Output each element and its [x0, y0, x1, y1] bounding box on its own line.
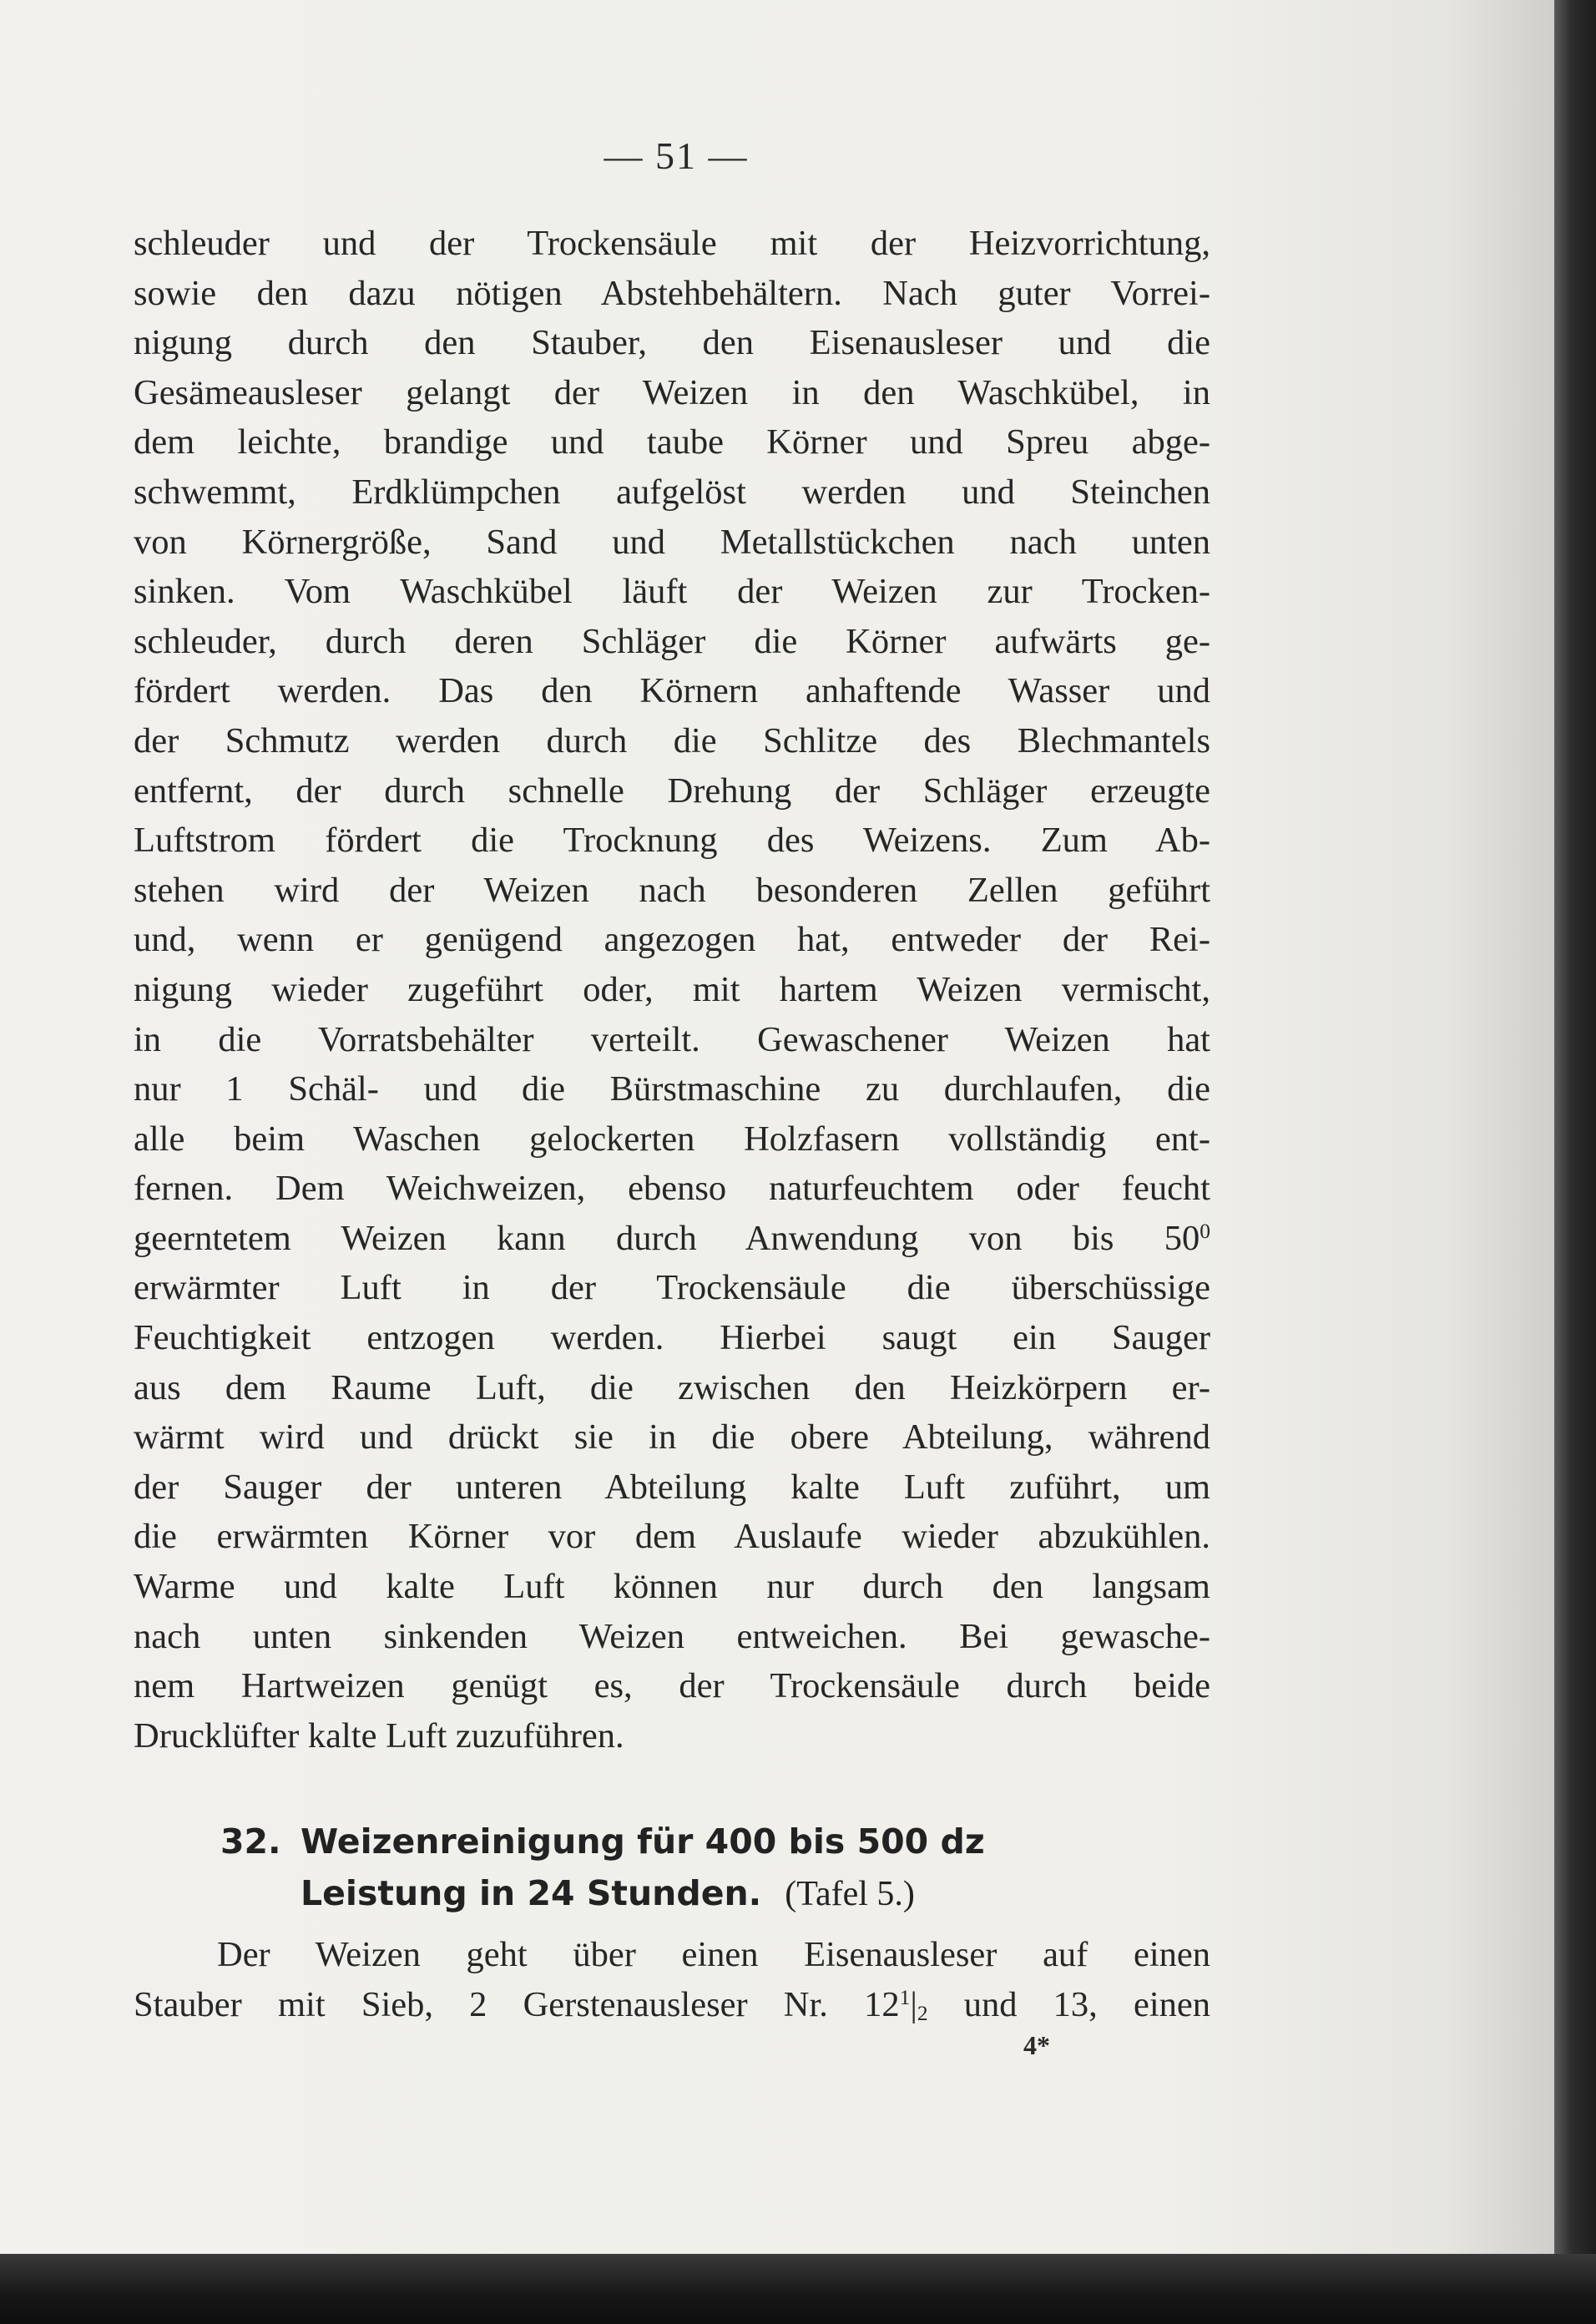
text-line: Der Weizen geht über einen Eisenausleser auf einen: [217, 1935, 1210, 1975]
text-line-degree: [134, 1214, 1210, 1264]
text-line-body: geerntetem Weizen kann durch Anwendung von bis 50: [134, 1218, 1200, 1258]
text-line: die erwärmten Körner vor dem Auslaufe wieder abzukühlen.: [134, 1517, 1210, 1557]
section-title-line1: Weizenreinigung für 400 bis 500 dz: [301, 1821, 985, 1862]
text-line: der Sauger der unteren Abteilung kalte Luft zuführt, um: [134, 1467, 1210, 1507]
paragraph-washing-process: [134, 219, 1210, 1761]
section-number: 32.: [220, 1821, 281, 1862]
text-line: stehen wird der Weizen nach besonderen Zellen geführt: [134, 870, 1210, 910]
text-line: schleuder und der Trockensäule mit der Heizvorrichtung,: [134, 224, 1210, 263]
text-line: entfernt, der durch schnelle Drehung der Schläger erzeugte: [134, 770, 1210, 811]
fraction-numerator: 1: [899, 1984, 911, 2009]
text-line: nem Hartweizen genügt es, der Trockensäule durch beide: [134, 1666, 1210, 1706]
text-line: schwemmt, Erdklümpchen aufgelöst werden und Steinchen: [134, 472, 1210, 512]
text-line: der Schmutz werden durch die Schlitze des Blechmantels: [134, 720, 1210, 760]
text-line: wärmt wird und drückt sie in die obere Abteilung, während: [134, 1417, 1210, 1458]
section-heading-line1: [134, 1816, 1210, 1867]
text-line: alle beim Waschen gelockerten Holzfasern vollständig ent-: [134, 1119, 1210, 1159]
text-line: in die Vorratsbehälter verteilt. Gewaschener Weizen hat: [134, 1019, 1210, 1059]
text-line: nigung wieder zugeführt oder, mit hartem Weizen vermischt,: [134, 969, 1210, 1009]
page-edge-shadow: [1554, 0, 1596, 2324]
text-line: Luftstrom fördert die Trocknung des Weizens. Zum Ab-: [134, 821, 1210, 861]
plate-reference: (Tafel 5.): [785, 1875, 915, 1914]
text-line: aus dem Raume Luft, die zwischen den Heizkörpern er-: [134, 1367, 1210, 1407]
text-line: erwärmter Luft in der Trockensäule die überschüssige: [134, 1268, 1210, 1308]
text-line: von Körnergröße, Sand und Metallstückchen nach unten: [134, 522, 1210, 562]
text-line-end: und 13, einen: [927, 1985, 1210, 2024]
page-number: — 51 —: [604, 134, 749, 177]
text-line: Warme und kalte Luft können nur durch den langsam: [134, 1567, 1210, 1607]
text-line: fernen. Dem Weichweizen, ebenso naturfeuchtem oder feucht: [134, 1169, 1210, 1209]
text-line: nur 1 Schäl- und die Bürstmaschine zu durchlaufen, die: [134, 1069, 1210, 1109]
text-line: und, wenn er genügend angezogen hat, entweder der Rei-: [134, 920, 1210, 960]
text-line: fördert werden. Das den Körnern anhaftende Wasser und: [134, 671, 1210, 711]
page-body: [134, 219, 1210, 2030]
degree-mark: 0: [1200, 1218, 1210, 1243]
text-line: nach unten sinkenden Weizen entweichen. Bei gewasche-: [134, 1616, 1210, 1656]
text-line-start: Stauber mit Sieb, 2 Gerstenausleser Nr. 12: [134, 1985, 900, 2024]
text-line-fraction: [134, 1980, 1210, 2030]
fraction-separator: |: [910, 1985, 917, 2024]
paragraph-wheat-cleaning: [134, 1930, 1210, 2029]
signature-mark: 4*: [1023, 2030, 1050, 2060]
text-line-last: Drucklüfter kalte Luft zuzuführen.: [134, 1715, 624, 1756]
text-line: dem leichte, brandige und taube Körner und Spreu abge-: [134, 422, 1210, 462]
section-heading-line2: [134, 1867, 1210, 1920]
scanner-bottom-edge: [0, 2254, 1596, 2324]
text-line: Feuchtigkeit entzogen werden. Hierbei saugt ein Sauger: [134, 1318, 1210, 1358]
fraction-denominator: 2: [917, 2001, 928, 2026]
text-line: schleuder, durch deren Schläger die Körner aufwärts ge-: [134, 621, 1210, 661]
text-line: Gesämeausleser gelangt der Weizen in den Waschkübel, in: [134, 372, 1210, 412]
text-line: nigung durch den Stauber, den Eisenausleser und die: [134, 323, 1210, 363]
text-line: sinken. Vom Waschkübel läuft der Weizen zur Trocken-: [134, 572, 1210, 612]
text-line: sowie den dazu nötigen Abstehbehältern. Nach guter Vorrei-: [134, 273, 1210, 313]
section-title-line2: Leistung in 24 Stunden.: [301, 1873, 762, 1914]
section-heading: [134, 1816, 1210, 1920]
